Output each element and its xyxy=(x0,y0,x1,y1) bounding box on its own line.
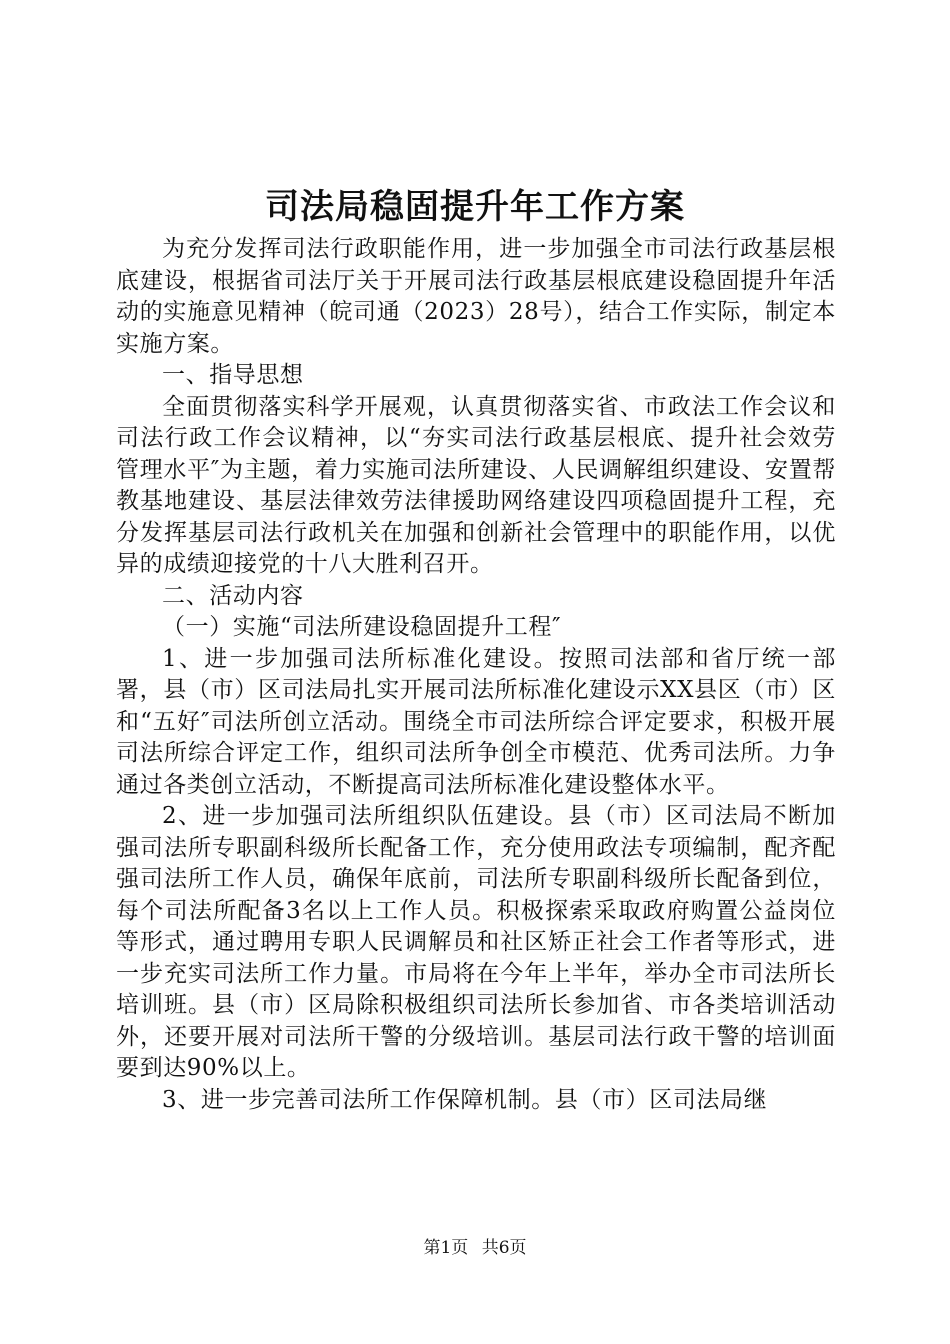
section-heading-activity-content: 二、活动内容 xyxy=(162,582,304,609)
document-title: 司法局稳固提升年工作方案 xyxy=(265,187,685,227)
intro-paragraph: 为充分发挥司法行政职能作用，进一步加强全市司法行政基层根底建设，根据省司法厅关于开展司法行政基层根底建设稳固提升年活动的实施意见精神（皖司通（2023）28号），结合工作实际，制定本实施方案。 xyxy=(116,236,836,357)
guiding-ideology-paragraph: 全面贯彻落实科学开展观，认真贯彻落实省、市政法工作会议和司法行政工作会议精神，以“夯实司法行政基层根底、提升社会效劳管理水平″为主题，着力实施司法所建设、人民调解组织建设、安置帮教基地建设、基层法律效劳法律援助网络建设四项稳固提升工程，充分发挥基层司法行政机关在加强和创新社会管理中的职能作用，以优异的成绩迎接党的十八大胜利召开。 xyxy=(116,393,836,577)
page-number: 第1页 xyxy=(423,1238,469,1258)
item-paragraph-2: 2、进一步加强司法所组织队伍建设。县（市）区司法局不断加强司法所专职副科级所长配备工作，充分使用政法专项编制，配齐配强司法所工作人员，确保年底前，司法所专职副科级所长配备到位，每个司法所配备3名以上工作人员。积极探索采取政府购置公益岗位等形式，通过聘用专职人民调解员和社区矫正社会工作者等形式，进一步充实司法所工作力量。市局将在今年上半年，举办全市司法所长培训班。县（市）区局除积极组织司法所长参加省、市各类培训活动外，还要开展对司法所干警的分级培训。基层司法行政干警的培训面要到达90%以上。 xyxy=(116,803,836,1081)
page-footer xyxy=(0,1237,950,1259)
subsection-heading-1: （一）实施“司法所建设稳固提升工程″ xyxy=(162,614,562,640)
document-body xyxy=(116,234,836,1116)
section-heading-guiding-ideology: 一、指导思想 xyxy=(162,362,304,388)
item-paragraph-3: 3、进一步完善司法所工作保障机制。县（市）区司法局继 xyxy=(162,1086,768,1113)
item-paragraph-1: 1、进一步加强司法所标准化建设。按照司法部和省厅统一部署，县（市）区司法局扎实开展司法所标准化建设示XX县区（市）区和“五好″司法所创立活动。围绕全市司法所综合评定要求，积极开展司法所综合评定工作，组织司法所争创全市模范、优秀司法所。力争通过各类创立活动，不断提高司法所标准化建设整体水平。 xyxy=(116,645,836,798)
page-total: 共6页 xyxy=(481,1238,527,1258)
